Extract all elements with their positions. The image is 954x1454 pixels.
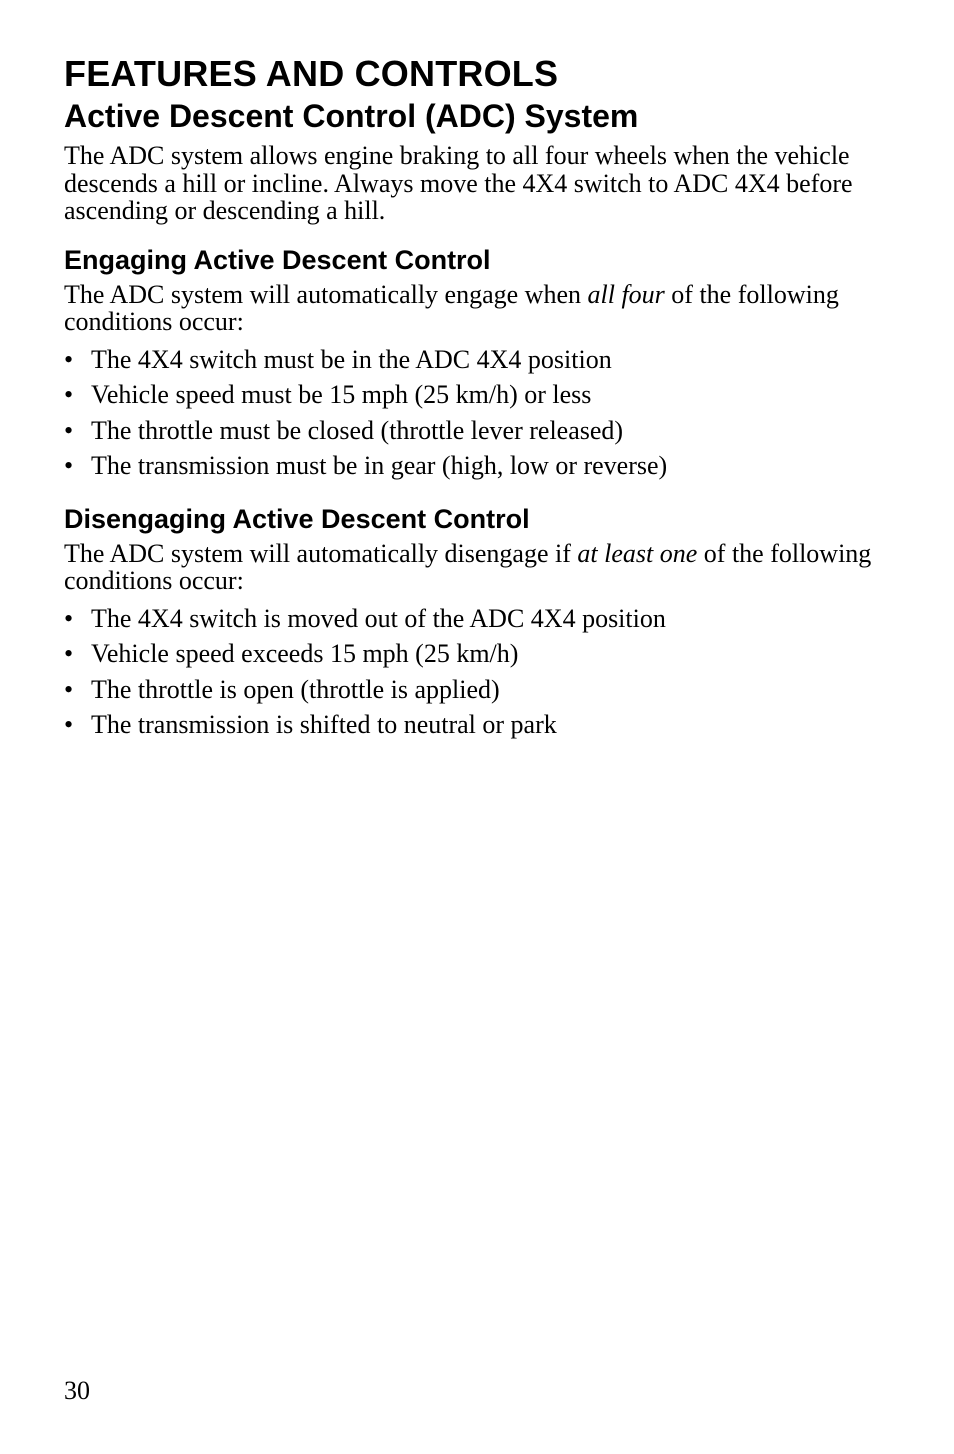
bullet-icon: • bbox=[64, 710, 74, 739]
disengaging-section bbox=[64, 502, 874, 743]
bullet-icon: • bbox=[64, 451, 74, 480]
list-item bbox=[64, 342, 874, 378]
engaging-lead-start: The ADC system will automatically engage when bbox=[64, 279, 588, 309]
disengaging-lead-paragraph bbox=[64, 540, 874, 595]
disengaging-conditions-list bbox=[64, 601, 874, 743]
bullet-icon: • bbox=[64, 415, 74, 445]
chapter-title: FEATURES AND CONTROLS bbox=[64, 53, 559, 94]
list-item-text: The transmission is shifted to neutral or park bbox=[91, 710, 557, 739]
engaging-conditions-list bbox=[64, 342, 874, 484]
list-item bbox=[64, 601, 874, 637]
bullet-icon: • bbox=[64, 674, 74, 704]
disengaging-lead-emphasis: at least one bbox=[577, 538, 698, 568]
list-item-text: The 4X4 switch must be in the ADC 4X4 position bbox=[91, 344, 612, 374]
list-item-text: Vehicle speed exceeds 15 mph (25 km/h) bbox=[91, 639, 519, 668]
list-item bbox=[64, 672, 874, 708]
section-title: Active Descent Control (ADC) System bbox=[64, 98, 639, 134]
engaging-lead-emphasis: all four bbox=[587, 279, 665, 309]
bullet-icon: • bbox=[64, 344, 74, 374]
engaging-lead-paragraph bbox=[64, 281, 874, 336]
list-item bbox=[64, 707, 874, 743]
list-item-text: The throttle must be closed (throttle lever released) bbox=[91, 415, 624, 445]
list-item bbox=[64, 377, 874, 413]
list-item-text: The 4X4 switch is moved out of the ADC 4X4 position bbox=[91, 603, 666, 633]
list-item bbox=[64, 636, 874, 672]
engaging-heading: Engaging Active Descent Control bbox=[64, 244, 491, 275]
list-item-text: The throttle is open (throttle is applied) bbox=[91, 674, 500, 704]
page-number: 30 bbox=[64, 1376, 90, 1405]
intro-paragraph: The ADC system allows engine braking to all four wheels when the vehicle descends a hill or incline. Always move the 4X4 switch to ADC 4X4 before ascending or descending a hill. bbox=[64, 141, 853, 225]
disengaging-lead-start: The ADC system will automatically disengage if bbox=[64, 538, 578, 568]
list-item bbox=[64, 448, 874, 484]
engaging-section bbox=[64, 243, 874, 484]
bullet-icon: • bbox=[64, 639, 74, 668]
list-item-text: Vehicle speed must be 15 mph (25 km/h) or less bbox=[91, 380, 592, 409]
list-item bbox=[64, 413, 874, 449]
disengaging-heading: Disengaging Active Descent Control bbox=[64, 503, 530, 534]
bullet-icon: • bbox=[64, 380, 74, 409]
list-item-text: The transmission must be in gear (high, low or reverse) bbox=[91, 451, 668, 480]
bullet-icon: • bbox=[64, 603, 74, 633]
engaging-lead-end: of the following conditions occur: bbox=[64, 279, 839, 336]
disengaging-lead-end: of the following conditions occur: bbox=[64, 538, 872, 595]
manual-page bbox=[64, 52, 874, 743]
